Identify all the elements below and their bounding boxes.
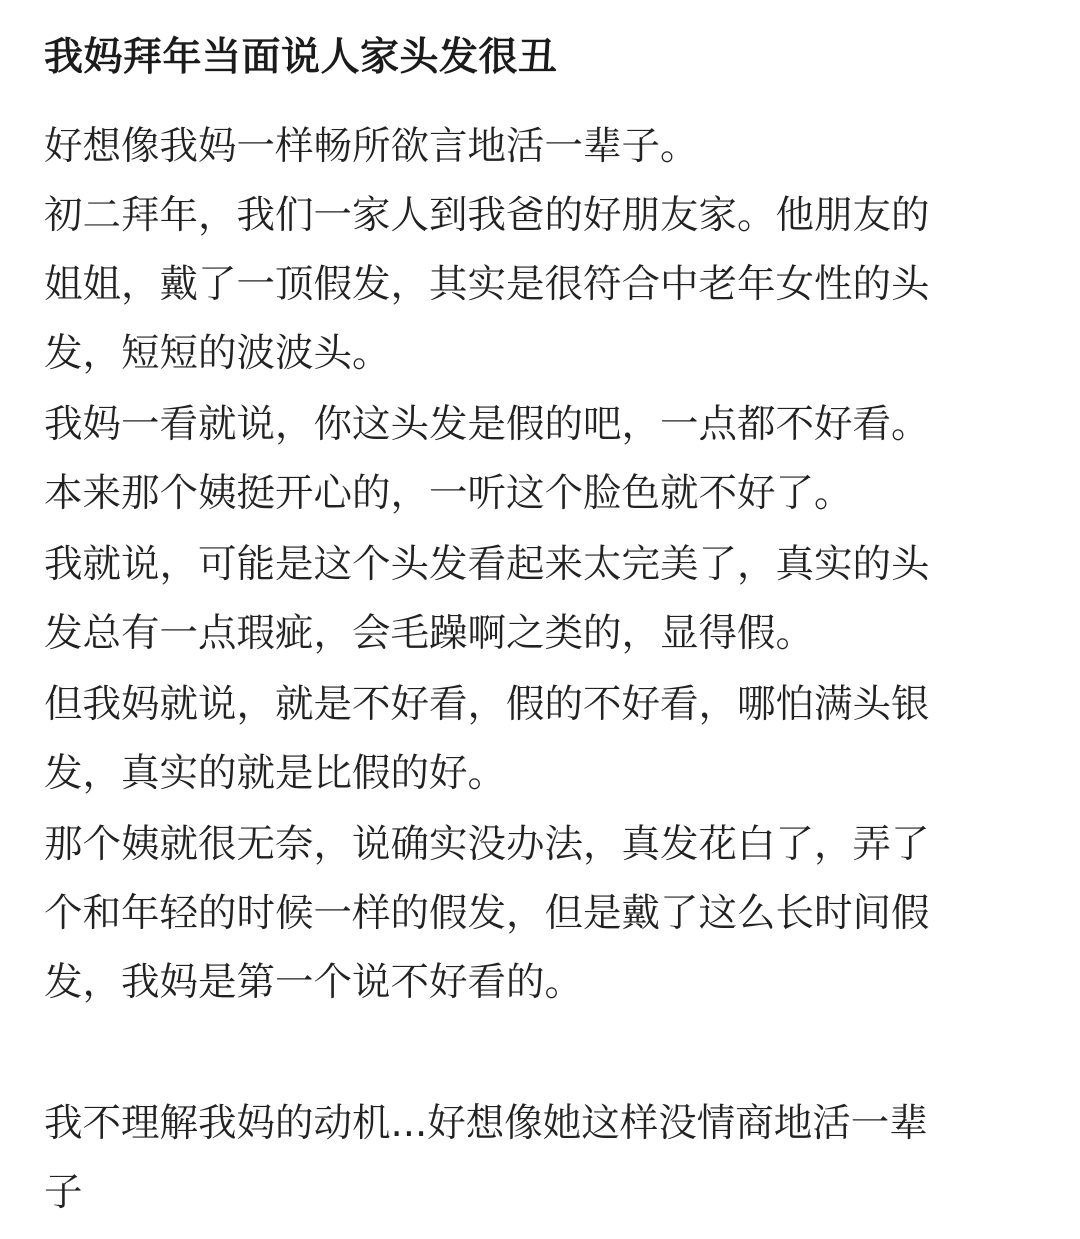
post-body-line: 那个姨就很无奈，说确实没办法，真发花白了，弄了 xyxy=(44,822,930,867)
post-body-line: 我不理解我妈的动机...好想像她这样没情商地活一辈 xyxy=(44,1101,928,1146)
post-body-line: 个和年轻的时候一样的假发，但是戴了这么长时间假 xyxy=(44,891,930,936)
post-body-line: 我就说，可能是这个头发看起来太完美了，真实的头 xyxy=(44,542,930,587)
post-body-line: 发，短短的波波头。 xyxy=(44,331,391,376)
post-body-line: 发总有一点瑕疵，会毛躁啊之类的，显得假。 xyxy=(44,611,815,656)
post-body-line: 初二拜年，我们一家人到我爸的好朋友家。他朋友的 xyxy=(44,193,930,238)
post-body-line: 好想像我妈一样畅所欲言地活一辈子。 xyxy=(44,124,699,169)
post-body-line: 姐姐，戴了一顶假发，其实是很符合中老年女性的头 xyxy=(44,262,930,307)
post-body-line: 发，真实的就是比假的好。 xyxy=(44,751,507,796)
post-body-line: 子 xyxy=(44,1170,83,1215)
post-body-line: 但我妈就说，就是不好看，假的不好看，哪怕满头银 xyxy=(44,682,930,727)
post-title: 我妈拜年当面说人家头发很丑 xyxy=(44,35,558,80)
post-body-line: 我妈一看就说，你这头发是假的吧，一点都不好看。 xyxy=(44,402,930,447)
post-body-line: 发，我妈是第一个说不好看的。 xyxy=(44,960,584,1005)
post-body-line: 本来那个姨挺开心的，一听这个脸色就不好了。 xyxy=(44,471,853,516)
